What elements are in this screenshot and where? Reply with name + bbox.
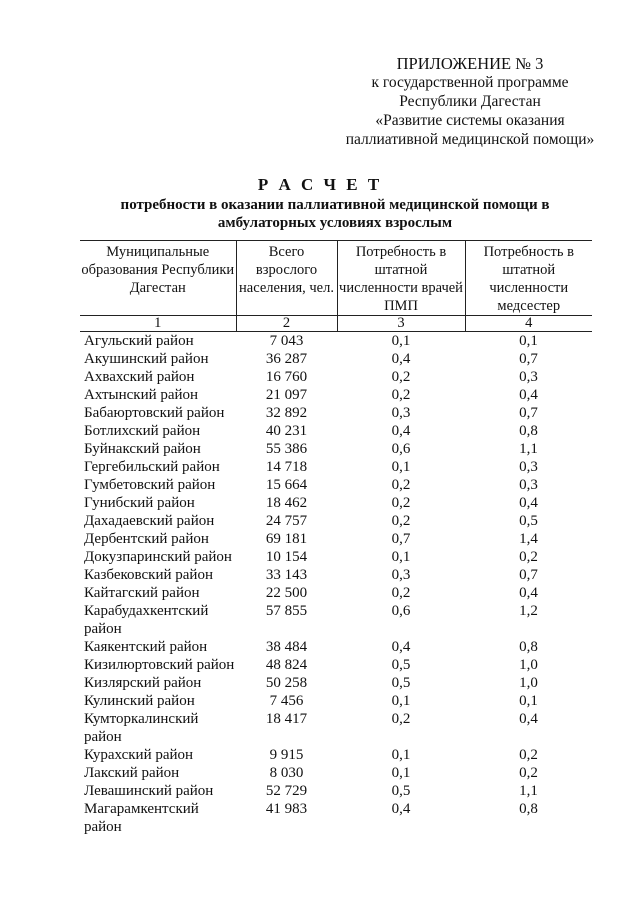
calculation-table-wrapper	[80, 240, 592, 836]
nurses-need-cell: 1,0	[519, 675, 538, 691]
population-cell: 7 043	[269, 333, 304, 349]
column-number: 2	[236, 316, 337, 332]
table-row	[80, 656, 592, 674]
doctors-need-cell: 0,2	[391, 585, 411, 601]
population-cell: 32 892	[265, 405, 308, 421]
population-cell: 69 181	[265, 531, 308, 547]
municipality-cell: Дахадаевский район	[84, 513, 215, 529]
doctors-need-cell: 0,3	[391, 405, 411, 421]
municipality-cell: Магарамкентский район	[84, 801, 199, 835]
doctors-need-cell: 0,4	[391, 351, 411, 367]
table-row	[80, 368, 592, 386]
annex-republic-line: Республики Дагестан	[399, 93, 541, 110]
population-cell: 7 456	[269, 693, 304, 709]
doctors-need-cell: 0,1	[391, 459, 411, 475]
municipality-cell: Кулинский район	[84, 693, 195, 709]
population-cell: 8 030	[269, 765, 304, 781]
document-title: Р А С Ч Е Т	[257, 175, 383, 194]
nurses-need-cell: 0,1	[519, 333, 538, 349]
header-doctors-need: Потребность в штатной численности врачей ПМП	[337, 241, 465, 316]
nurses-need-cell: 0,1	[519, 693, 538, 709]
municipality-cell: Курахский район	[84, 747, 194, 763]
table-row	[80, 458, 592, 476]
annex-header	[330, 54, 610, 149]
table-row	[80, 386, 592, 404]
nurses-need-cell: 0,4	[519, 711, 538, 727]
population-cell: 10 154	[265, 549, 308, 565]
doctors-need-cell: 0,4	[391, 423, 411, 439]
population-cell: 9 915	[269, 747, 304, 763]
population-cell: 41 983	[265, 801, 308, 817]
nurses-need-cell: 1,4	[519, 531, 538, 547]
doctors-need-cell: 0,6	[391, 441, 411, 457]
doctors-need-cell: 0,2	[391, 387, 411, 403]
table-row	[80, 422, 592, 440]
table-row	[80, 494, 592, 512]
table-row	[80, 710, 592, 746]
nurses-need-cell: 0,7	[519, 351, 538, 367]
doctors-need-cell: 0,5	[391, 783, 411, 799]
population-cell: 18 462	[265, 495, 308, 511]
doctors-need-cell: 0,5	[391, 657, 411, 673]
table-row	[80, 350, 592, 368]
doctors-need-cell: 0,1	[391, 747, 411, 763]
table-row	[80, 404, 592, 422]
municipality-cell: Буйнакский район	[84, 441, 201, 457]
table-row	[80, 584, 592, 602]
document-subtitle: потребности в оказании паллиативной медицинской помощи в амбулаторных условиях взрослым	[120, 197, 550, 231]
municipality-cell: Левашинский район	[84, 783, 214, 799]
annex-program-name-line2: паллиативной медицинской помощи»	[345, 131, 595, 148]
population-cell: 16 760	[265, 369, 308, 385]
nurses-need-cell: 0,5	[519, 513, 538, 529]
municipality-cell: Докузпаринский район	[84, 549, 232, 565]
doctors-need-cell: 0,3	[391, 567, 411, 583]
table-row	[80, 782, 592, 800]
table-row	[80, 638, 592, 656]
header-population: Всего взрослого населения, чел.	[236, 241, 337, 316]
doctors-need-cell: 0,4	[391, 801, 411, 817]
doctors-need-cell: 0,5	[391, 675, 411, 691]
municipality-cell: Кизилюртовский район	[84, 657, 235, 673]
nurses-need-cell: 1,0	[519, 657, 538, 673]
table-row	[80, 800, 592, 836]
table-row	[80, 332, 592, 351]
doctors-need-cell: 0,4	[391, 639, 411, 655]
population-cell: 24 757	[265, 513, 308, 529]
doctors-need-cell: 0,1	[391, 333, 411, 349]
municipality-cell: Казбековский район	[84, 567, 213, 583]
table-row	[80, 674, 592, 692]
population-cell: 33 143	[265, 567, 308, 583]
municipality-cell: Карабудахкентский район	[84, 603, 209, 637]
doctors-need-cell: 0,1	[391, 693, 411, 709]
municipality-cell: Акушинский район	[84, 351, 209, 367]
nurses-need-cell: 0,4	[519, 585, 538, 601]
nurses-need-cell: 0,4	[519, 495, 538, 511]
table-row	[80, 764, 592, 782]
population-cell: 21 097	[265, 387, 308, 403]
table-row	[80, 548, 592, 566]
calculation-table	[80, 240, 592, 836]
header-nurses-need: Потребность в штатной численности медсестер	[465, 241, 592, 316]
nurses-need-cell: 0,4	[519, 387, 538, 403]
doctors-need-cell: 0,7	[391, 531, 411, 547]
doctors-need-cell: 0,2	[391, 369, 411, 385]
doctors-need-cell: 0,6	[391, 603, 411, 619]
municipality-cell: Ахвахский район	[84, 369, 195, 385]
population-cell: 38 484	[265, 639, 308, 655]
table-body	[80, 332, 592, 837]
doctors-need-cell: 0,2	[391, 477, 411, 493]
nurses-need-cell: 0,3	[519, 477, 538, 493]
nurses-need-cell: 0,2	[519, 747, 538, 763]
nurses-need-cell: 0,3	[519, 369, 538, 385]
table-row	[80, 566, 592, 584]
municipality-cell: Агульский район	[84, 333, 194, 349]
annex-program-name-line1: «Развитие системы оказания	[375, 112, 565, 129]
table-row	[80, 476, 592, 494]
column-number: 1	[80, 316, 236, 332]
header-municipality: Муниципальные образования Республики Дагестан	[80, 241, 236, 316]
doctors-need-cell: 0,2	[391, 711, 411, 727]
doctors-need-cell: 0,1	[391, 765, 411, 781]
municipality-cell: Ботлихский район	[84, 423, 201, 439]
municipality-cell: Лакский район	[84, 765, 180, 781]
nurses-need-cell: 1,2	[519, 603, 538, 619]
population-cell: 52 729	[265, 783, 308, 799]
population-cell: 48 824	[265, 657, 308, 673]
population-cell: 57 855	[265, 603, 308, 619]
column-number: 4	[465, 316, 592, 332]
nurses-need-cell: 0,7	[519, 405, 538, 421]
nurses-need-cell: 0,2	[519, 549, 538, 565]
column-number: 3	[337, 316, 465, 332]
municipality-cell: Каякентский район	[84, 639, 208, 655]
municipality-cell: Гергебильский район	[84, 459, 220, 475]
doctors-need-cell: 0,1	[391, 549, 411, 565]
population-cell: 40 231	[265, 423, 308, 439]
nurses-need-cell: 0,8	[519, 801, 538, 817]
municipality-cell: Кайтагский район	[84, 585, 200, 601]
annex-number: ПРИЛОЖЕНИЕ № 3	[396, 54, 544, 73]
population-cell: 18 417	[265, 711, 308, 727]
population-cell: 55 386	[265, 441, 308, 457]
municipality-cell: Ахтынский район	[84, 387, 199, 403]
nurses-need-cell: 1,1	[519, 441, 538, 457]
table-row	[80, 530, 592, 548]
nurses-need-cell: 1,1	[519, 783, 538, 799]
population-cell: 36 287	[265, 351, 308, 367]
municipality-cell: Кумторкалинский район	[84, 711, 199, 745]
annex-program-line: к государственной программе	[371, 74, 569, 91]
municipality-cell: Кизлярский район	[84, 675, 202, 691]
municipality-cell: Бабаюртовский район	[84, 405, 225, 421]
population-cell: 22 500	[265, 585, 308, 601]
column-number-row	[80, 316, 592, 332]
municipality-cell: Гунибский район	[84, 495, 195, 511]
nurses-need-cell: 0,2	[519, 765, 538, 781]
table-row	[80, 512, 592, 530]
doctors-need-cell: 0,2	[391, 495, 411, 511]
nurses-need-cell: 0,3	[519, 459, 538, 475]
nurses-need-cell: 0,8	[519, 423, 538, 439]
table-row	[80, 746, 592, 764]
nurses-need-cell: 0,7	[519, 567, 538, 583]
table-row	[80, 440, 592, 458]
table-row	[80, 602, 592, 638]
table-row	[80, 692, 592, 710]
municipality-cell: Дербентский район	[84, 531, 209, 547]
doctors-need-cell: 0,2	[391, 513, 411, 529]
population-cell: 15 664	[265, 477, 308, 493]
population-cell: 50 258	[265, 675, 308, 691]
table-header-row	[80, 241, 592, 316]
municipality-cell: Гумбетовский район	[84, 477, 216, 493]
nurses-need-cell: 0,8	[519, 639, 538, 655]
population-cell: 14 718	[265, 459, 308, 475]
